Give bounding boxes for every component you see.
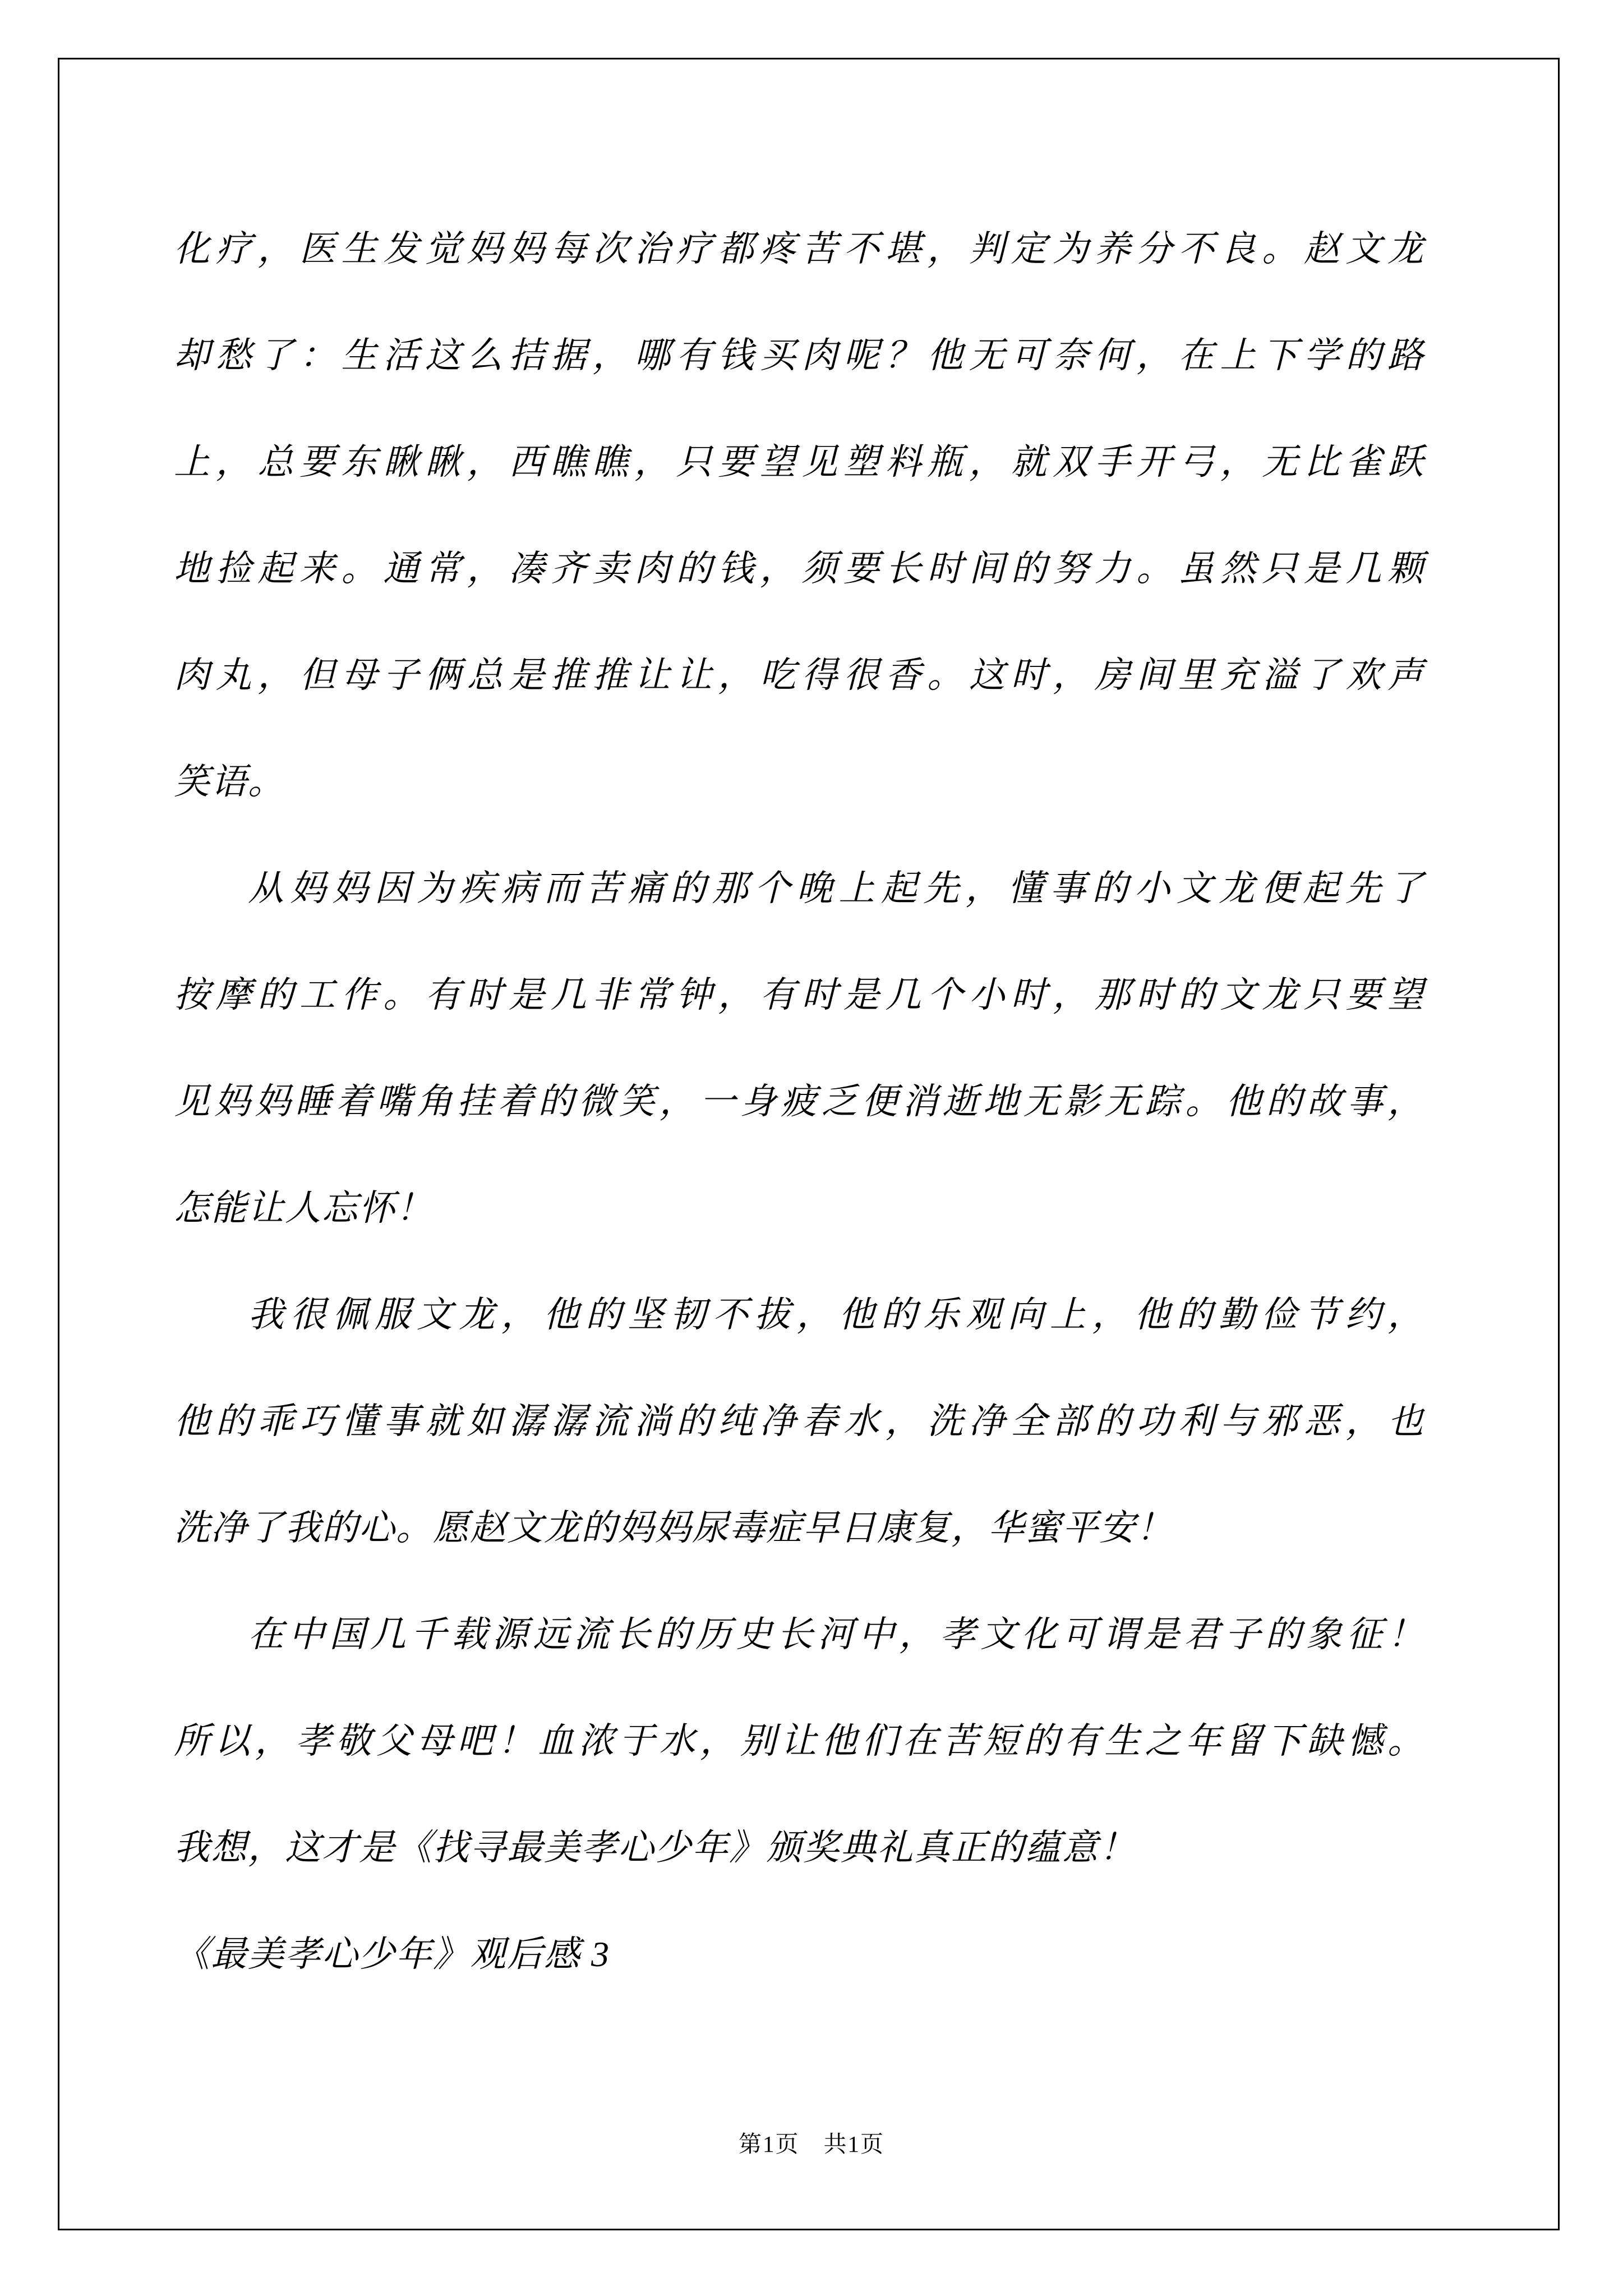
text-line: 怎能让人忘怀！ [174,1188,433,1228]
text-line: 上，总要东瞅瞅，西瞧瞧，只要望见塑料瓶，就双手开弓，无比雀跃 [174,442,1424,482]
text-line: 肉丸，但母子俩总是推推让让，吃得很香。这时，房间里充溢了欢声 [174,655,1424,695]
text-line: 他的乖巧懂事就如潺潺流淌的纯净春水，洗净全部的功利与邪恶，也 [174,1401,1424,1441]
text-line: 所以，孝敬父母吧！血浓于水，别让他们在苦短的有生之年留下缺憾。 [174,1721,1424,1761]
page-footer [0,2127,1623,2161]
document-body [174,196,1424,2008]
text-line: 我想，这才是《找寻最美孝心少年》颁奖典礼真正的蕴意！ [174,1828,1136,1867]
text-line: 见妈妈睡着嘴角挂着的微笑，一身疲乏便消逝地无影无踪。他的故事， [174,1082,1424,1121]
text-line: 我很佩服文龙，他的坚韧不拔，他的乐观向上，他的勤俭节约， [248,1295,1424,1335]
text-line: 《最美孝心少年》观后感 3 [174,1934,610,1974]
text-line: 按摩的工作。有时是几非常钟，有时是几个小时，那时的文龙只要望 [174,975,1424,1015]
text-line: 笑语。 [174,762,285,802]
text-line: 化疗，医生发觉妈妈每次治疗都疼苦不堪，判定为养分不良。赵文龙 [174,229,1424,269]
text-line: 地捡起来。通常，凑齐卖肉的钱，须要长时间的努力。虽然只是几颗 [174,549,1424,588]
text-line: 洗净了我的心。愿赵文龙的妈妈尿毒症早日康复，华蜜平安！ [174,1508,1173,1548]
text-line: 在中国几千载源远流长的历史长河中，孝文化可谓是君子的象征！ [248,1614,1424,1654]
page-number-label: 第1页 共1页 [739,2131,884,2157]
text-line: 从妈妈因为疾病而苦痛的那个晚上起先，懂事的小文龙便起先了 [248,868,1424,908]
text-line: 却愁了：生活这么拮据，哪有钱买肉呢？他无可奈何，在上下学的路 [174,335,1424,375]
